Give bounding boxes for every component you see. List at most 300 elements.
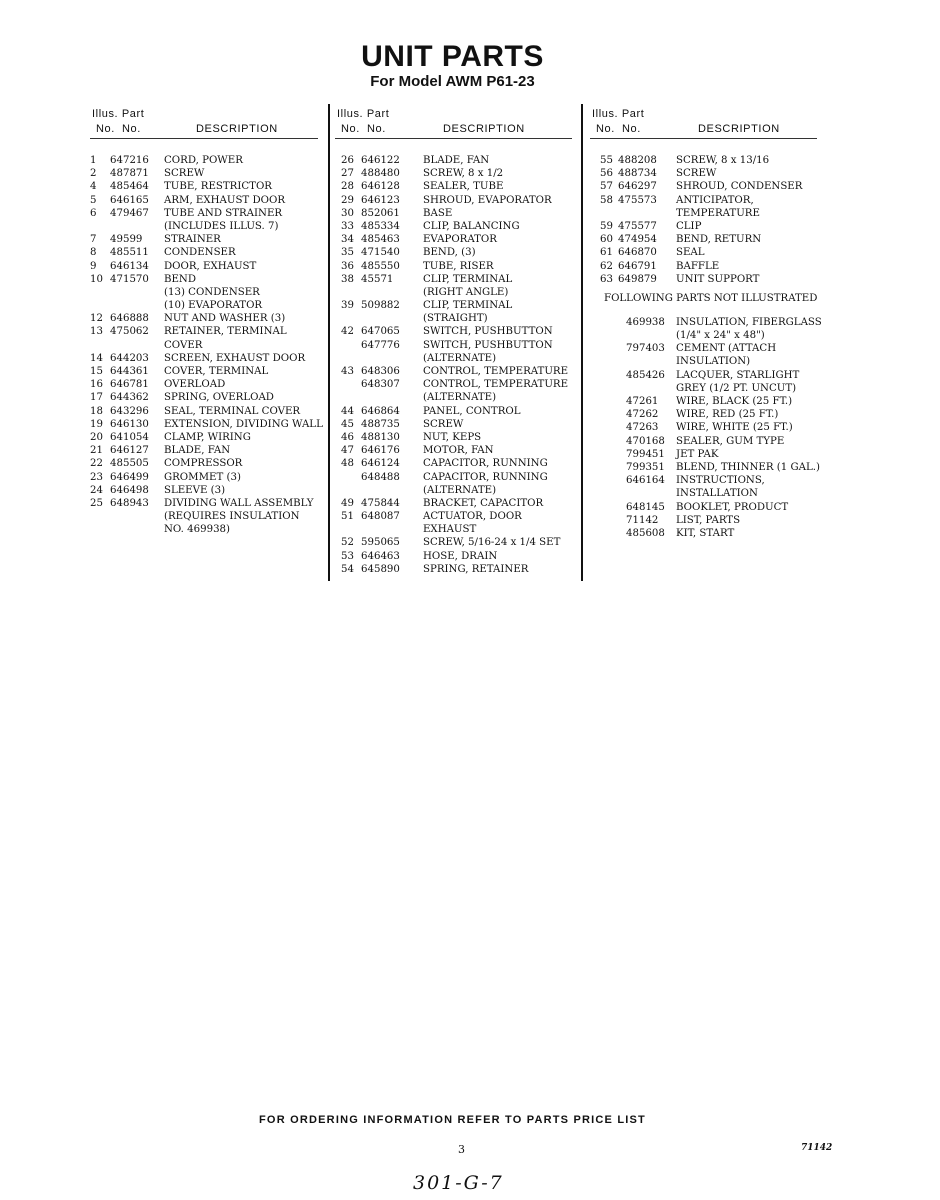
part-description: BLADE, FAN — [423, 155, 490, 166]
part-description: STRAINER — [164, 234, 221, 246]
header-rule — [90, 138, 318, 139]
part-description: KIT, START — [676, 527, 735, 539]
part-description: CONTROL, TEMPERATURE — [423, 366, 569, 377]
part-number: 485511 — [110, 247, 149, 259]
illus-number: 12 — [90, 313, 103, 325]
part-description: TEMPERATURE — [676, 207, 760, 219]
illus-number: 58 — [600, 194, 613, 206]
part-description: SHROUD, CONDENSER — [676, 181, 803, 193]
part-row — [335, 154, 580, 167]
part-number: 644361 — [110, 366, 149, 377]
part-description: HOSE, DRAIN — [423, 550, 498, 562]
part-number: 488208 — [618, 155, 657, 166]
part-no-label: No. — [367, 123, 386, 135]
part-row — [590, 487, 825, 500]
part-description: LIST, PARTS — [676, 514, 741, 526]
part-row — [90, 325, 326, 338]
part-row — [335, 378, 580, 391]
illus-number: 27 — [341, 168, 354, 180]
part-description: BAFFLE — [676, 260, 720, 272]
part-row — [335, 444, 580, 457]
part-description: RETAINER, TERMINAL — [164, 326, 287, 338]
part-description: BEND — [164, 273, 197, 285]
illus-number: 2 — [90, 168, 97, 180]
part-description: BEND, (3) — [423, 247, 476, 259]
part-row — [90, 246, 326, 259]
part-number: 646134 — [110, 260, 149, 272]
illus-number: 49 — [341, 497, 354, 509]
part-number: 49599 — [110, 234, 143, 246]
illus-number: 45 — [341, 418, 354, 430]
part-row — [590, 461, 825, 474]
part-row — [90, 273, 326, 286]
part-description: INSULATION, FIBERGLASS — [676, 316, 822, 328]
part-description: BRACKET, CAPACITOR — [423, 497, 544, 509]
part-description: ANTICIPATOR, — [676, 194, 754, 206]
illus-number: 61 — [600, 247, 613, 259]
part-row — [90, 352, 326, 365]
part-number: 47263 — [626, 422, 659, 434]
illus-number: 25 — [90, 497, 103, 509]
illus-number: 10 — [90, 273, 103, 285]
part-row — [590, 246, 825, 259]
illus-number: 52 — [341, 537, 354, 549]
illus-number: 6 — [90, 207, 97, 219]
part-number: 475062 — [110, 326, 149, 338]
part-number: 475844 — [361, 497, 400, 509]
illus-part-label: Illus. Part — [592, 108, 645, 120]
part-description: GROMMET (3) — [164, 471, 241, 483]
part-description: CORD, POWER — [164, 155, 243, 166]
part-description: CONTROL, TEMPERATURE — [423, 379, 569, 391]
part-row — [335, 312, 580, 325]
part-row — [335, 220, 580, 233]
part-description: BASE — [423, 207, 453, 219]
part-number: 485334 — [361, 220, 400, 232]
illus-number: 16 — [90, 379, 103, 391]
part-row — [590, 421, 825, 434]
part-number: 485608 — [626, 527, 665, 539]
part-description: NO. 469938) — [164, 524, 231, 536]
part-row — [335, 484, 580, 497]
part-number: 646130 — [110, 418, 149, 430]
part-number: 852061 — [361, 207, 400, 219]
part-description: (INCLUDES ILLUS. 7) — [164, 220, 279, 232]
illus-number: 54 — [341, 563, 354, 575]
part-row — [335, 365, 580, 378]
part-row — [335, 497, 580, 510]
part-number: 45571 — [361, 273, 394, 285]
part-description: TUBE, RESTRICTOR — [164, 181, 272, 193]
part-description: CAPACITOR, RUNNING — [423, 458, 548, 470]
part-description: (13) CONDENSER — [164, 286, 260, 298]
illus-number: 26 — [341, 155, 354, 166]
part-row — [590, 448, 825, 461]
part-number: 488130 — [361, 431, 400, 443]
column-header — [590, 106, 825, 146]
part-row — [335, 550, 580, 563]
part-description: COVER — [164, 339, 203, 351]
illus-number: 4 — [90, 181, 97, 193]
part-number: 646781 — [110, 379, 149, 391]
part-number: 799351 — [626, 461, 665, 473]
part-number: 485464 — [110, 181, 149, 193]
part-number: 646297 — [618, 181, 657, 193]
part-row — [90, 391, 326, 404]
illus-number: 35 — [341, 247, 354, 259]
illus-number: 15 — [90, 366, 103, 377]
parts-list — [590, 154, 825, 540]
part-number: 47262 — [626, 409, 659, 421]
part-description: CEMENT (ATTACH — [676, 343, 777, 355]
part-number: 797403 — [626, 343, 665, 355]
part-row — [90, 378, 326, 391]
part-description: INSULATION) — [676, 356, 751, 368]
part-row — [90, 497, 326, 510]
part-number: 509882 — [361, 300, 400, 312]
part-description: WIRE, WHITE (25 FT.) — [676, 422, 793, 434]
part-number: 646499 — [110, 471, 149, 483]
part-description: JET PAK — [676, 448, 719, 460]
illus-number: 43 — [341, 366, 354, 377]
part-description: UNIT SUPPORT — [676, 273, 760, 285]
part-row — [90, 167, 326, 180]
part-row — [335, 246, 580, 259]
part-row — [590, 382, 825, 395]
part-description: (10) EVAPORATOR — [164, 300, 263, 312]
part-description: SEALER, GUM TYPE — [676, 435, 785, 447]
part-number: 646122 — [361, 155, 400, 166]
part-description: BLEND, THINNER (1 GAL.) — [676, 461, 820, 473]
illus-no-label: No. — [596, 123, 615, 135]
part-row — [90, 312, 326, 325]
part-number: 799451 — [626, 448, 665, 460]
part-description: CAPACITOR, RUNNING — [423, 471, 548, 483]
part-number: 471570 — [110, 273, 149, 285]
illus-number: 59 — [600, 220, 613, 232]
part-number: 648488 — [361, 471, 400, 483]
document-code: 71142 — [801, 1143, 833, 1153]
part-number: 649879 — [618, 273, 657, 285]
part-description: PANEL, CONTROL — [423, 405, 521, 417]
part-number: 648943 — [110, 497, 149, 509]
part-description: CLIP — [676, 220, 702, 232]
illus-number: 21 — [90, 445, 103, 457]
illus-number: 28 — [341, 181, 354, 193]
header-rule — [590, 138, 817, 139]
part-description: (RIGHT ANGLE) — [423, 286, 509, 298]
column-divider — [581, 104, 583, 581]
part-number: 646791 — [618, 260, 657, 272]
illus-number: 51 — [341, 511, 354, 523]
parts-column-2 — [335, 106, 580, 575]
part-description: EXTENSION, DIVIDING WALL — [164, 418, 323, 430]
part-number: 485463 — [361, 234, 400, 246]
part-description: TUBE, RISER — [423, 260, 494, 272]
part-description: CLIP, TERMINAL — [423, 300, 513, 312]
part-row — [90, 299, 326, 312]
part-description: NUT AND WASHER (3) — [164, 313, 286, 325]
part-number: 644362 — [110, 392, 149, 404]
part-row — [590, 355, 825, 368]
part-row — [90, 444, 326, 457]
illus-number: 8 — [90, 247, 97, 259]
part-number: 47261 — [626, 396, 659, 407]
part-row — [90, 418, 326, 431]
illus-number: 14 — [90, 352, 103, 364]
part-number: 475577 — [618, 220, 657, 232]
part-description: CLIP, TERMINAL — [423, 273, 513, 285]
part-number: 647065 — [361, 326, 400, 338]
part-row — [590, 260, 825, 273]
part-description: CLAMP, WIRING — [164, 431, 251, 443]
part-row — [90, 154, 326, 167]
part-description: SLEEVE (3) — [164, 484, 226, 496]
part-row — [590, 316, 825, 329]
illus-part-label: Illus. Part — [92, 108, 145, 120]
part-row — [90, 233, 326, 246]
part-row — [335, 391, 580, 404]
part-row — [90, 194, 326, 207]
model-subtitle: For Model AWM P61-23 — [370, 73, 535, 90]
column-divider — [328, 104, 330, 581]
part-number: 648306 — [361, 366, 400, 377]
part-row — [590, 395, 825, 408]
part-row — [335, 325, 580, 338]
part-number: 488480 — [361, 168, 400, 180]
part-number: 644203 — [110, 352, 149, 364]
part-number: 647776 — [361, 339, 400, 351]
illus-number: 18 — [90, 405, 103, 417]
part-row — [590, 207, 825, 220]
part-description: (ALTERNATE) — [423, 352, 497, 364]
part-description: (STRAIGHT) — [423, 313, 488, 325]
part-number: 475573 — [618, 194, 657, 206]
part-number: 641054 — [110, 431, 149, 443]
part-number: 646128 — [361, 181, 400, 193]
illus-number: 63 — [600, 273, 613, 285]
part-number: 485550 — [361, 260, 400, 272]
part-description: OVERLOAD — [164, 379, 226, 391]
part-number: 646888 — [110, 313, 149, 325]
part-row — [335, 233, 580, 246]
part-description: SPRING, OVERLOAD — [164, 392, 274, 404]
part-number: 646164 — [626, 475, 665, 487]
part-row — [335, 352, 580, 365]
part-row — [335, 180, 580, 193]
part-row — [90, 286, 326, 299]
part-number: 485505 — [110, 458, 149, 470]
part-number: 646864 — [361, 405, 400, 417]
illus-number: 48 — [341, 458, 354, 470]
part-number: 646463 — [361, 550, 400, 562]
part-row — [590, 194, 825, 207]
part-description: CONDENSER — [164, 247, 236, 259]
part-row — [590, 435, 825, 448]
page-number: 3 — [458, 1143, 465, 1156]
part-description: (REQUIRES INSULATION — [164, 511, 300, 523]
description-label: DESCRIPTION — [698, 123, 780, 135]
part-row — [590, 342, 825, 355]
part-number: 648087 — [361, 511, 400, 523]
illus-number: 7 — [90, 234, 97, 246]
part-number: 471540 — [361, 247, 400, 259]
illus-number: 38 — [341, 273, 354, 285]
part-row — [90, 220, 326, 233]
part-description: SCREW — [676, 168, 717, 180]
part-number: 648307 — [361, 379, 400, 391]
part-row — [90, 339, 326, 352]
parts-list — [90, 154, 326, 536]
part-description: SEAL, TERMINAL COVER — [164, 405, 301, 417]
illus-no-label: No. — [341, 123, 360, 135]
part-row — [335, 563, 580, 576]
part-row — [335, 471, 580, 484]
part-row — [590, 369, 825, 382]
part-row — [335, 207, 580, 220]
part-description: SEALER, TUBE — [423, 181, 504, 193]
part-row — [335, 339, 580, 352]
handwritten-note: 301-G-7 — [413, 1172, 504, 1194]
part-row — [335, 405, 580, 418]
part-row — [335, 286, 580, 299]
parts-column-1 — [90, 106, 326, 536]
part-row — [90, 484, 326, 497]
part-description: DIVIDING WALL ASSEMBLY — [164, 497, 314, 509]
part-description: SHROUD, EVAPORATOR — [423, 194, 552, 206]
illus-number: 34 — [341, 234, 354, 246]
part-description: SWITCH, PUSHBUTTON — [423, 339, 553, 351]
part-row — [590, 154, 825, 167]
part-row — [335, 299, 580, 312]
part-number: 647216 — [110, 155, 149, 166]
part-number: 646127 — [110, 445, 149, 457]
illus-number: 56 — [600, 168, 613, 180]
part-number: 488735 — [361, 418, 400, 430]
illus-number: 42 — [341, 326, 354, 338]
illus-number: 1 — [90, 155, 97, 166]
illus-no-label: No. — [96, 123, 115, 135]
part-description: SCREW, 8 x 13/16 — [676, 155, 770, 166]
illus-number: 53 — [341, 550, 354, 562]
part-row — [590, 180, 825, 193]
parts-column-3 — [590, 106, 825, 539]
illus-number: 20 — [90, 431, 103, 443]
page-title: UNIT PARTS — [361, 40, 544, 73]
illus-number: 47 — [341, 445, 354, 457]
ordering-note: FOR ORDERING INFORMATION REFER TO PARTS PRICE LIST — [259, 1114, 646, 1126]
part-description: BEND, RETURN — [676, 234, 762, 246]
part-description: LACQUER, STARLIGHT — [676, 369, 800, 381]
part-row — [590, 514, 825, 527]
illus-number: 17 — [90, 392, 103, 404]
header-rule — [335, 138, 572, 139]
part-row — [335, 457, 580, 470]
part-description: SCREW, 8 x 1/2 — [423, 168, 504, 180]
part-description: SEAL — [676, 247, 705, 259]
part-description: EXHAUST — [423, 524, 477, 536]
part-row — [335, 536, 580, 549]
part-description: ARM, EXHAUST DOOR — [164, 194, 286, 206]
part-row — [590, 527, 825, 540]
part-number: 470168 — [626, 435, 665, 447]
illus-number: 57 — [600, 181, 613, 193]
part-description: COVER, TERMINAL — [164, 366, 269, 377]
part-number: 646123 — [361, 194, 400, 206]
part-row — [335, 418, 580, 431]
part-row — [335, 273, 580, 286]
part-row — [90, 471, 326, 484]
illus-part-label: Illus. Part — [337, 108, 390, 120]
part-description: (ALTERNATE) — [423, 484, 497, 496]
part-row — [590, 329, 825, 342]
part-row — [590, 408, 825, 421]
part-no-label: No. — [622, 123, 641, 135]
illus-number: 22 — [90, 458, 103, 470]
part-number: 646165 — [110, 194, 149, 206]
illus-number: 44 — [341, 405, 354, 417]
part-description: GREY (1/2 PT. UNCUT) — [676, 382, 797, 394]
part-row — [90, 523, 326, 536]
description-label: DESCRIPTION — [196, 123, 278, 135]
part-description: INSTALLATION — [676, 488, 758, 500]
part-number: 485426 — [626, 369, 665, 381]
part-description: SCREW, 5/16-24 x 1/4 SET — [423, 537, 561, 549]
description-label: DESCRIPTION — [443, 123, 525, 135]
part-row — [335, 194, 580, 207]
part-description: (1/4" x 24" x 48") — [676, 330, 765, 342]
part-number: 487871 — [110, 168, 149, 180]
part-number: 646176 — [361, 445, 400, 457]
illus-number: 24 — [90, 484, 103, 496]
part-description: INSTRUCTIONS, — [676, 475, 765, 487]
illus-number: 9 — [90, 260, 97, 272]
illus-number: 23 — [90, 471, 103, 483]
part-description: SPRING, RETAINER — [423, 563, 529, 575]
part-row — [90, 431, 326, 444]
illus-number: 33 — [341, 220, 354, 232]
part-row — [335, 260, 580, 273]
part-row — [90, 260, 326, 273]
illus-number: 30 — [341, 207, 354, 219]
part-row — [90, 510, 326, 523]
part-description: MOTOR, FAN — [423, 445, 494, 457]
part-row — [90, 457, 326, 470]
part-row — [335, 431, 580, 444]
part-row — [335, 167, 580, 180]
part-description: BLADE, FAN — [164, 445, 231, 457]
column-header — [90, 106, 326, 146]
part-row — [335, 510, 580, 523]
part-row — [590, 220, 825, 233]
part-description: SCREW — [164, 168, 205, 180]
part-description: WIRE, BLACK (25 FT.) — [676, 396, 793, 407]
part-number: 595065 — [361, 537, 400, 549]
illus-number: 60 — [600, 234, 613, 246]
part-row — [335, 523, 580, 536]
illus-number: 55 — [600, 155, 613, 166]
illus-number: 39 — [341, 300, 354, 312]
part-number: 479467 — [110, 207, 149, 219]
part-description: SWITCH, PUSHBUTTON — [423, 326, 553, 338]
part-number: 71142 — [626, 514, 659, 526]
part-row — [590, 233, 825, 246]
part-row — [90, 405, 326, 418]
part-description: NUT, KEPS — [423, 431, 482, 443]
part-number: 469938 — [626, 316, 665, 328]
part-description: DOOR, EXHAUST — [164, 260, 257, 272]
part-description: CLIP, BALANCING — [423, 220, 520, 232]
